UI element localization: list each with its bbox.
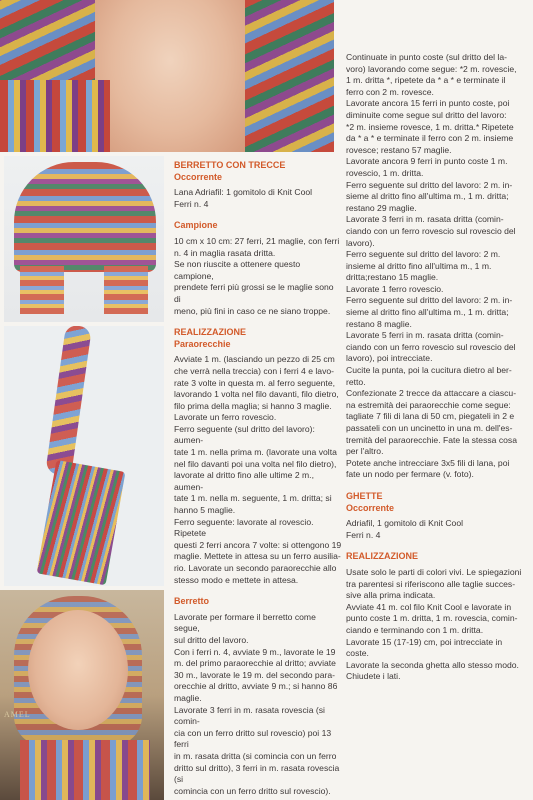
paraorecchie-heading: Paraorecchie <box>174 338 231 349</box>
text-line: Lavorate ancora 15 ferri in punto coste, poi <box>346 98 510 109</box>
piano-brand-mark: AMEL <box>4 710 31 719</box>
text-line: Avviate 41 m. col filo Knit Cool e lavorate in <box>346 601 512 612</box>
braid-fringe-photo <box>4 326 164 586</box>
text-line: retto. <box>346 376 366 387</box>
text-line: Ferro seguente sul dritto del lavoro: 2 m. <box>346 249 501 260</box>
text-line: Ferro seguente (sul dritto del lavoro): aumen- <box>174 423 315 446</box>
text-line: stesso modo e mettete in attesa. <box>174 574 299 585</box>
text-line: Ferri n. 4 <box>346 529 381 540</box>
text-line: orecchie al dritto, avviate 9 m.; si hanno 86 <box>174 681 338 692</box>
campione-heading: Campione <box>174 220 218 231</box>
text-line: fate un nodo per fermare (v. foto). <box>346 469 474 480</box>
text-line: filo prima della maglia; si hanno 3 maglie. <box>174 400 332 411</box>
text-line: maglie. <box>174 692 202 703</box>
text-line: comincia con un ferro dritto sul rovescio). <box>174 785 331 796</box>
text-line: per l'altro. <box>346 446 384 457</box>
text-line: Lavorate 15 (17-19) cm, poi intrecciate in <box>346 636 503 647</box>
text-line: 10 cm x 10 cm: 27 ferri, 21 maglie, con ferri <box>174 235 340 246</box>
hat-ear-flap-left <box>20 266 64 314</box>
text-line: Ferro seguente sul dritto del lavoro: 2 m. in- <box>346 295 513 306</box>
berretto-text <box>174 612 342 798</box>
text-line: sive alla prima indicata. <box>346 590 436 601</box>
ghette-realizzazione-heading: REALIZZAZIONE <box>346 551 418 562</box>
knitted-hat-photo <box>4 156 164 322</box>
text-line: n. 4 in maglia rasata dritta. <box>174 247 276 258</box>
text-line: 1 m. dritta *, ripetete da * a * e terminate il <box>346 75 506 86</box>
text-line: ciando con un ferro rovescio sul rovescio del <box>346 341 516 352</box>
text-line: 30 m., lavorate le 19 m. del secondo para- <box>174 669 335 680</box>
text-line: Ferri n. 4 <box>174 198 209 209</box>
text-line: che verrà nella treccia) con i ferri 4 e lavo- <box>174 365 335 376</box>
paraorecchie-text <box>174 354 342 586</box>
text-line: punto coste 1 m. dritta, 1 m. rovescia, comin- <box>346 613 518 624</box>
text-line: questi 2 ferri ancora 7 volte: si ottengono 19 <box>174 539 342 550</box>
text-line: Lavorate 1 ferro rovescio. <box>346 283 444 294</box>
text-line: lavoro). <box>346 237 375 248</box>
ghette-occorrente-list <box>346 518 522 541</box>
hat-body <box>14 162 156 272</box>
text-line: ferro con 2 m. rovesce. <box>346 86 434 97</box>
text-line: Potete anche intrecciare 3x5 fili di lana, poi <box>346 457 510 468</box>
text-line: Usate solo le parti di colori vivi. Le spiegazioni <box>346 566 522 577</box>
text-line: Lavorate 5 ferri in m. rasata dritta (comin- <box>346 330 504 341</box>
text-line: *2 m. insieme rovesce, 1 m. dritta.* Ripetete <box>346 121 514 132</box>
text-line: rio. Lavorate un secondo paraorecchie allo <box>174 563 337 573</box>
text-line: rovescio, 1 m. dritta. <box>346 167 424 178</box>
text-line: sieme al dritto fino all'ultima m., 1 m. dritta; <box>346 307 509 318</box>
child-face <box>28 610 128 730</box>
hat-ear-flap-right <box>104 266 148 314</box>
text-line: sul dritto del lavoro. <box>174 634 249 645</box>
text-line: nel filo davanti poi una volta nel filo dietro), <box>174 458 337 469</box>
realizzazione-heading: REALIZZAZIONE <box>174 327 246 338</box>
text-line: Chiudete i lati. <box>346 671 401 682</box>
text-line: restano 29 maglie. <box>346 202 417 213</box>
knitted-scarf <box>20 740 150 800</box>
yarn-fringe <box>37 460 126 585</box>
text-line: Confezionate 2 trecce da attaccare a ciascu- <box>346 388 517 399</box>
hands-mitts-photo <box>0 0 334 152</box>
ghette-occorrente-heading: Occorrente <box>346 502 395 513</box>
text-line: Lavorate la seconda ghetta allo stesso modo. <box>346 659 519 670</box>
text-line: maglie. Mettete in attesa su un ferro ausilia- <box>174 551 341 562</box>
text-line: prendete ferri più grossi se le maglie sono di <box>174 282 334 304</box>
text-line: meno, più fini in caso ce ne siano troppe. <box>174 305 331 316</box>
text-line: cia con un ferro dritto sul rovescio) poi 13 ferri <box>174 727 332 750</box>
text-line: da * a * e terminate il ferro con 2 m. insieme <box>346 133 514 144</box>
right-text-column <box>346 52 522 683</box>
occorrente-list <box>174 187 342 210</box>
instructions-continued-text <box>346 52 522 481</box>
text-line: dritta;restano 15 maglie. <box>346 272 439 283</box>
occorrente-heading: Occorrente <box>174 171 223 182</box>
text-line: dritto sul dritto), 3 ferri in m. rasata rovescia (si <box>174 762 340 785</box>
text-line: m. del primo paraorecchie al dritto; avviate <box>174 658 336 669</box>
text-line: voro) lavorando come segue: *2 m. rovescie, <box>346 63 517 74</box>
text-line: Lavorate 3 ferri in m. rasata rovescia (si comin- <box>174 704 325 727</box>
text-line: Ferro seguente sul dritto del lavoro: 2 m. in- <box>346 179 513 190</box>
text-line: passateli con un uncinetto in una m. dell'es- <box>346 423 513 433</box>
text-line: tremità del paraorecchie. Fate la stessa cosa <box>346 434 518 445</box>
text-line: tate 1 m. nella prima m. (lavorate una volta <box>174 447 337 458</box>
text-line: Lavorate per formare il berretto come segue, <box>174 611 316 634</box>
text-line: in m. rasata dritta (si comincia con un ferro <box>174 750 337 761</box>
ghette-realizzazione-text <box>346 567 522 683</box>
text-line: hanno 5 maglie. <box>174 505 236 516</box>
text-line: Lavorate un ferro rovescio. <box>174 412 277 423</box>
text-line: tra parentesi si riferiscono alle taglie succes- <box>346 578 516 589</box>
text-line: lavorate al dritto fino alle ultime 2 m., aumen- <box>174 470 314 492</box>
text-line: lavoro), poi intrecciate. <box>346 353 433 364</box>
text-line: diminuite come segue sul dritto del lavoro: <box>346 109 507 120</box>
text-line: Avviate 1 m. (lasciando un pezzo di 25 cm <box>174 354 335 365</box>
text-line: rate 3 volte in questa m. al ferro seguente, <box>174 377 335 388</box>
text-line: Cucite la punta, poi la cucitura dietro al ber- <box>346 365 512 376</box>
text-line: rovesce; restano 57 maglie. <box>346 144 452 155</box>
child-hood-photo <box>0 590 164 800</box>
text-line: ciando e terminando con 1 m. dritta. <box>346 624 484 635</box>
middle-text-column <box>174 160 342 797</box>
text-line: Con i ferri n. 4, avviate 9 m., lavorate le 19 <box>174 646 336 657</box>
berretto-title: BERRETTO CON TRECCE <box>174 160 286 170</box>
text-line: restano 8 maglie. <box>346 318 412 329</box>
ghette-title: GHETTE <box>346 490 383 501</box>
text-line: Lana Adriafil: 1 gomitolo di Knit Cool <box>174 187 313 198</box>
text-line: Continuate in punto coste (sul dritto del la- <box>346 52 507 62</box>
text-line: na estremità dei paraorecchie come segue: <box>346 399 511 410</box>
text-line: tate 1 m. nella m. seguente, 1 m. dritta; si <box>174 493 332 504</box>
campione-text <box>174 236 342 317</box>
text-line: Ferro seguente: lavorate al rovescio. Ripetete <box>174 516 314 539</box>
yarn-braid <box>45 326 92 476</box>
berretto-heading: Berretto <box>174 596 210 607</box>
text-line: Lavorate 3 ferri in m. rasata dritta (comin- <box>346 214 504 225</box>
text-line: Adriafil, 1 gomitolo di Knit Cool <box>346 518 464 529</box>
text-line: insieme al dritto fino all'ultima m., 1 m. <box>346 260 492 271</box>
text-line: Se non riuscite a ottenere questo campione, <box>174 259 301 281</box>
text-line: coste. <box>346 648 369 659</box>
text-line: lavorando 1 volta nel filo davanti, filo dietro, <box>174 389 339 400</box>
text-line: ciando con un ferro rovescio sul rovescio del <box>346 225 516 236</box>
text-line: sieme al dritto fino all'ultima m., 1 m. dritta; <box>346 191 509 202</box>
text-line: Lavorate ancora 9 ferri in punto coste 1 m. <box>346 156 508 167</box>
text-line: tagliate 7 fili di lana di 50 cm, piegateli in 2 e <box>346 411 515 422</box>
